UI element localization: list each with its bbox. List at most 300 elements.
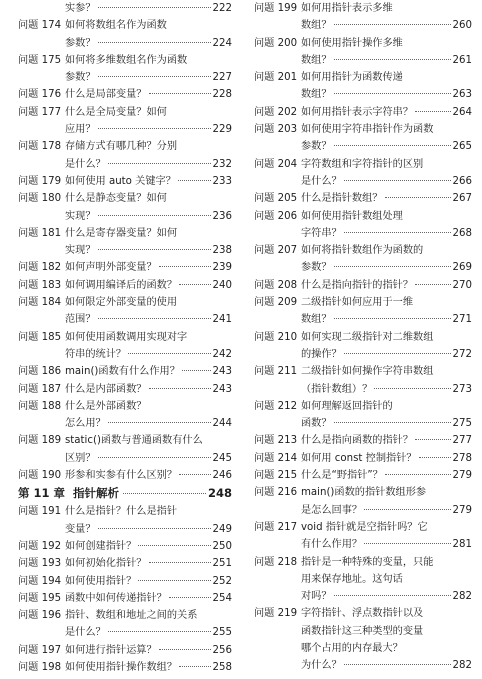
toc-entry: [18, 467, 232, 484]
page-number: 270: [452, 279, 472, 291]
entry-title-text: 存储方式有哪几种？分别: [65, 141, 178, 153]
dot-leader: [169, 597, 211, 598]
entry-line: [65, 521, 232, 538]
question-number: 问题 196: [18, 610, 62, 622]
entry-title-text: 应用？: [65, 124, 96, 136]
toc-entry: [18, 573, 232, 590]
question-number: 问题 192: [18, 540, 62, 552]
entry-title-text: 参数？: [301, 141, 332, 153]
dot-leader: [159, 266, 211, 267]
dot-leader: [123, 493, 206, 494]
question-number: 问题 200: [254, 37, 298, 49]
toc-entry: [18, 503, 232, 538]
question-number: 问题 176: [18, 89, 62, 101]
question-number: 问题 219: [254, 608, 298, 620]
dot-leader: [98, 457, 211, 458]
entry-title-text: 什么是指针数组？: [301, 193, 383, 205]
page-number: 222: [212, 3, 232, 14]
page-number: 261: [452, 54, 472, 66]
entry-title-text: 字符数组和字符指针的区别: [301, 158, 424, 170]
entry-line: [65, 277, 232, 294]
dot-leader: [344, 664, 451, 665]
toc-entry: [18, 642, 232, 659]
entry-title-text: 如何使用指针操作多维: [301, 37, 403, 49]
entry-title-text: 是什么？: [65, 158, 106, 170]
chapter-heading: [18, 484, 232, 503]
entry-title-text: 什么是指向指针的指针？: [301, 279, 414, 291]
entry-title-text: 如何使用指针操作数组？: [65, 661, 178, 673]
page-number: 255: [212, 627, 232, 639]
entry-line: [301, 432, 472, 449]
entry-line: [65, 329, 232, 346]
entry-line: [301, 259, 472, 276]
entry-title-text: 怎么用？: [65, 418, 106, 430]
toc-entry: [18, 52, 232, 87]
entry-line: [301, 346, 472, 363]
dot-leader: [334, 145, 451, 146]
entry-title-text: 如何创建指针？: [65, 540, 137, 552]
entry-title-text: 指针是一种特殊的变量，只能: [301, 556, 434, 568]
entry-line: [65, 86, 232, 103]
toc-entry: [18, 398, 232, 433]
entry-title-text: 哪个占用的内存最大？: [301, 642, 403, 654]
entry-line: [65, 52, 232, 69]
dot-leader: [98, 76, 211, 77]
dot-leader: [364, 543, 450, 544]
entry-line: [301, 381, 472, 398]
page-number: 268: [452, 227, 472, 239]
entry-title-text: void 指针就是空指针吗？它: [301, 521, 428, 533]
question-number: 问题 187: [18, 383, 62, 395]
page-number: 242: [212, 348, 232, 360]
dot-leader: [334, 422, 451, 423]
dot-leader: [334, 266, 451, 267]
chapter-number: 第 11 章: [18, 486, 66, 501]
dot-leader: [179, 284, 210, 285]
entry-title-text: （指针数组）？: [301, 383, 373, 395]
question-number: 问题 211: [254, 366, 298, 378]
question-number: 问题 212: [254, 400, 298, 412]
toc-entry: [254, 450, 472, 467]
question-number: 问题 198: [18, 661, 62, 673]
entry-title-text: 什么是寄存器变量？如何: [65, 227, 178, 239]
entry-title-text: 的操作？: [301, 348, 342, 360]
toc-entry: [18, 225, 232, 260]
toc-entry: [254, 398, 472, 433]
entry-title-text: 如何将多维数组名作为函数: [65, 54, 188, 66]
dot-leader: [149, 562, 211, 563]
dot-leader: [415, 111, 450, 112]
entry-title-text: 参数？: [65, 72, 96, 84]
question-number: 问题 208: [254, 279, 298, 291]
question-number: 问题 177: [18, 106, 62, 118]
entry-line: [301, 415, 472, 432]
dot-leader: [344, 180, 451, 181]
dot-leader: [108, 422, 211, 423]
question-number: 问题 217: [254, 521, 298, 533]
entry-title-text: 是什么？: [301, 175, 342, 187]
entry-line: [301, 173, 472, 190]
entry-line: [301, 225, 472, 242]
entry-line: [65, 69, 232, 86]
toc-entry: [254, 242, 472, 277]
entry-title-text: 参数？: [65, 37, 96, 49]
question-number: 问题 180: [18, 193, 62, 205]
entry-title-text: 实现？: [65, 245, 96, 257]
page-number: 260: [452, 20, 472, 32]
entry-line: [301, 363, 472, 380]
question-number: 问题 189: [18, 435, 62, 447]
entry-title-text: 如何使用指针？: [65, 575, 137, 587]
question-number: 问题 202: [254, 106, 298, 118]
entry-line: [301, 121, 472, 138]
dot-leader: [98, 215, 211, 216]
entry-line: [301, 657, 472, 674]
question-number: 问题 216: [254, 487, 298, 499]
question-number: 问题 213: [254, 435, 298, 447]
page-number: 238: [212, 245, 232, 257]
dot-leader: [138, 580, 210, 581]
dot-leader: [178, 180, 211, 181]
page-number: 249: [212, 523, 232, 535]
page-number: 248: [207, 486, 232, 501]
entry-line: [65, 555, 232, 572]
entry-line: [65, 138, 232, 155]
page-number: 258: [212, 661, 232, 673]
entry-line: [65, 208, 232, 225]
question-number: 问题 188: [18, 400, 62, 412]
toc-entry: [254, 294, 472, 329]
entry-line: [301, 605, 472, 622]
page-number: 282: [452, 660, 472, 672]
entry-line: [65, 573, 232, 590]
entry-title-text: 范围？: [65, 314, 96, 326]
dot-leader: [159, 649, 211, 650]
toc-entry: [18, 0, 232, 17]
entry-line: [65, 346, 232, 363]
entry-line: [301, 467, 472, 484]
entry-line: [65, 0, 232, 17]
entry-line: [65, 156, 232, 173]
entry-title-text: 如何使用指针数组处理: [301, 210, 403, 222]
entry-line: [65, 363, 232, 380]
dot-leader: [334, 595, 451, 596]
entry-title-text: 什么是指针？什么是指针: [65, 506, 178, 518]
page-number: 269: [452, 262, 472, 274]
toc-entry: [18, 432, 232, 467]
page-number: 265: [452, 141, 472, 153]
entry-line: [65, 190, 232, 207]
toc-entry: [18, 607, 232, 642]
dot-leader: [334, 93, 451, 94]
dot-leader: [334, 24, 451, 25]
page-number: 245: [212, 452, 232, 464]
entry-line: [301, 69, 472, 86]
page-number: 279: [452, 504, 472, 516]
page-number: 263: [452, 89, 472, 101]
question-number: 问题 191: [18, 506, 62, 518]
entry-title-text: 符串的统计？: [65, 348, 127, 360]
entry-title-text: 什么是全局变量？如何: [65, 106, 167, 118]
page-number: 239: [212, 262, 232, 274]
toc-entry: [18, 659, 232, 676]
dot-leader: [344, 353, 451, 354]
entry-line: [301, 17, 472, 34]
entry-line: [301, 190, 472, 207]
entry-line: [301, 138, 472, 155]
question-number: 问题 206: [254, 210, 298, 222]
dot-leader: [179, 474, 210, 475]
page-number: 266: [452, 175, 472, 187]
question-number: 问题 190: [18, 470, 62, 482]
page-number: 243: [212, 366, 232, 378]
entry-title-text: 实现？: [65, 210, 96, 222]
entry-title-text: 如何将数组名作为函数: [65, 20, 167, 32]
entry-line: [65, 624, 232, 641]
question-number: 问题 197: [18, 644, 62, 656]
toc-entry: [254, 484, 472, 519]
page-number: 278: [452, 452, 472, 464]
entry-line: [301, 156, 472, 173]
entry-title-text: 变量？: [65, 523, 96, 535]
toc-entry: [254, 277, 472, 294]
question-number: 问题 181: [18, 227, 62, 239]
dot-leader: [419, 457, 451, 458]
entry-line: [301, 294, 472, 311]
question-number: 问题 178: [18, 141, 62, 153]
entry-title-text: 区别？: [65, 452, 96, 464]
dot-leader: [344, 232, 451, 233]
dot-leader: [415, 439, 450, 440]
page-number: 227: [212, 72, 232, 84]
dot-leader: [364, 509, 450, 510]
dot-leader: [98, 128, 211, 129]
page-number: 240: [212, 279, 232, 291]
dot-leader: [98, 528, 211, 529]
entry-title-text: 如何用指针表示字符串？: [301, 106, 414, 118]
entry-title-text: 如何用指针为函数传递: [301, 72, 403, 84]
page-number: 228: [212, 89, 232, 101]
toc-entry: [18, 138, 232, 173]
entry-line: [65, 294, 232, 311]
question-number: 问题 174: [18, 20, 62, 32]
entry-title-text: main()函数的指针数组形参: [301, 487, 427, 499]
dot-leader: [149, 388, 211, 389]
dot-leader: [128, 353, 210, 354]
entry-title-text: 如何将指针数组作为函数的: [301, 245, 424, 257]
question-number: 问题 193: [18, 558, 62, 570]
entry-line: [65, 242, 232, 259]
question-number: 问题 182: [18, 262, 62, 274]
entry-line: [65, 607, 232, 624]
toc-entry: [18, 86, 232, 103]
entry-line: [301, 277, 472, 294]
toc-entry: [18, 17, 232, 52]
entry-line: [65, 432, 232, 449]
dot-leader: [334, 59, 451, 60]
chapter-title: 指针解析: [73, 486, 120, 501]
page-number: 246: [212, 470, 232, 482]
dot-leader: [108, 631, 211, 632]
page-number: 281: [452, 539, 472, 551]
page-number: 241: [212, 314, 232, 326]
page-number: 277: [452, 435, 472, 447]
entry-line: [65, 121, 232, 138]
dot-leader: [385, 197, 451, 198]
page-number: 244: [212, 418, 232, 430]
page-number: 282: [452, 591, 472, 603]
toc-entry: [18, 259, 232, 276]
toc-entry: [254, 156, 472, 191]
entry-line: [301, 554, 472, 571]
dot-leader: [374, 388, 450, 389]
entry-title-text: 函数指针这三种类型的变量: [301, 625, 424, 637]
entry-title-text: 如何用指针表示多维: [301, 3, 393, 14]
entry-line: [65, 35, 232, 52]
entry-title-text: main()函数有什么作用？: [65, 366, 180, 378]
entry-title-text: 对吗？: [301, 591, 332, 603]
entry-line: [301, 0, 472, 17]
entry-title-text: 如何限定外部变量的使用: [65, 297, 178, 309]
entry-title-text: 如何使用字符串指针作为函数: [301, 124, 434, 136]
entry-title-text: 是怎么回事？: [301, 504, 363, 516]
entry-line: [65, 311, 232, 328]
entry-title-text: 数组？: [301, 54, 332, 66]
entry-title-text: static()函数与普通函数有什么: [65, 435, 203, 447]
entry-line: [301, 484, 472, 501]
chapter-line: [18, 484, 232, 503]
entry-line: [65, 398, 232, 415]
page-number: 232: [212, 158, 232, 170]
entry-line: [65, 415, 232, 432]
toc-entry: [254, 467, 472, 484]
toc-entry: [254, 0, 472, 35]
entry-line: [65, 467, 232, 484]
entry-line: [301, 104, 472, 121]
toc-entry: [254, 605, 472, 674]
page-number: 243: [212, 383, 232, 395]
dot-leader: [415, 284, 450, 285]
entry-title-text: 如何初始化指针？: [65, 558, 147, 570]
entry-title-text: 什么是静态变量？如何: [65, 193, 167, 205]
dot-leader: [334, 318, 451, 319]
entry-title-text: 数组？: [301, 314, 332, 326]
entry-title-text: 如何进行指针运算？: [65, 644, 157, 656]
question-number: 问题 185: [18, 331, 62, 343]
toc-entry: [18, 590, 232, 607]
entry-line: [301, 450, 472, 467]
entry-title-text: 字符指针、浮点数指针以及: [301, 608, 424, 620]
toc-entry: [18, 381, 232, 398]
entry-title-text: 数组？: [301, 20, 332, 32]
page-number: 236: [212, 210, 232, 222]
entry-title-text: 字符串？: [301, 227, 342, 239]
toc-entry: [254, 554, 472, 606]
toc-entry: [254, 208, 472, 243]
question-number: 问题 203: [254, 124, 298, 136]
page-number: 224: [212, 37, 232, 49]
entry-line: [301, 329, 472, 346]
page-number: 229: [212, 124, 232, 136]
entry-title-text: 什么是内部函数？: [65, 383, 147, 395]
question-number: 问题 199: [254, 3, 298, 14]
entry-line: [65, 225, 232, 242]
toc-entry: [18, 329, 232, 364]
page-number: 250: [212, 540, 232, 552]
entry-line: [301, 640, 472, 657]
entry-line: [301, 398, 472, 415]
entry-line: [301, 502, 472, 519]
dot-leader: [138, 545, 210, 546]
toc-entry: [18, 363, 232, 380]
question-number: 问题 205: [254, 193, 298, 205]
entry-title-text: 有什么作用？: [301, 539, 363, 551]
toc-entry: [254, 69, 472, 104]
entry-line: [65, 642, 232, 659]
question-number: 问题 201: [254, 72, 298, 84]
toc-left-column: [18, 0, 232, 676]
entry-line: [301, 208, 472, 225]
entry-line: [65, 503, 232, 520]
toc-entry: [254, 329, 472, 364]
entry-line: [301, 571, 472, 588]
page-number: 273: [452, 383, 472, 395]
dot-leader: [182, 370, 211, 371]
question-number: 问题 184: [18, 297, 62, 309]
question-number: 问题 179: [18, 175, 62, 187]
question-number: 问题 210: [254, 331, 298, 343]
entry-title-text: 数组？: [301, 89, 332, 101]
entry-title-text: 函数中如何传递指针？: [65, 592, 167, 604]
dot-leader: [98, 42, 211, 43]
page-number: 233: [212, 175, 232, 187]
entry-line: [65, 17, 232, 34]
question-number: 问题 215: [254, 470, 298, 482]
entry-line: [65, 259, 232, 276]
question-number: 问题 183: [18, 279, 62, 291]
toc-entry: [18, 104, 232, 139]
dot-leader: [98, 7, 211, 8]
entry-title-text: 如何声明外部变量？: [65, 262, 157, 274]
entry-title-text: 如何使用 auto 关键字？: [65, 175, 176, 187]
dot-leader: [98, 249, 211, 250]
toc-entry: [254, 432, 472, 449]
page-number: 252: [212, 575, 232, 587]
question-number: 问题 209: [254, 297, 298, 309]
entry-title-text: 形参和实参有什么区别？: [65, 470, 178, 482]
toc-entry: [18, 555, 232, 572]
entry-title-text: 如何理解返回指针的: [301, 400, 393, 412]
toc-entry: [18, 190, 232, 225]
dot-leader: [149, 93, 211, 94]
question-number: 问题 218: [254, 556, 298, 568]
entry-line: [65, 659, 232, 676]
entry-title-text: 什么是“野指针”？: [301, 470, 383, 482]
entry-line: [301, 52, 472, 69]
dot-leader: [108, 163, 211, 164]
entry-title-text: 二级指针如何应用于一维: [301, 297, 414, 309]
entry-line: [65, 590, 232, 607]
toc-entry: [18, 294, 232, 329]
entry-line: [65, 381, 232, 398]
entry-title-text: 二级指针如何操作字符串数组: [301, 366, 434, 378]
entry-line: [65, 104, 232, 121]
entry-line: [301, 242, 472, 259]
toc-entry: [254, 519, 472, 554]
question-number: 问题 195: [18, 592, 62, 604]
page-number: 271: [452, 314, 472, 326]
entry-line: [301, 623, 472, 640]
